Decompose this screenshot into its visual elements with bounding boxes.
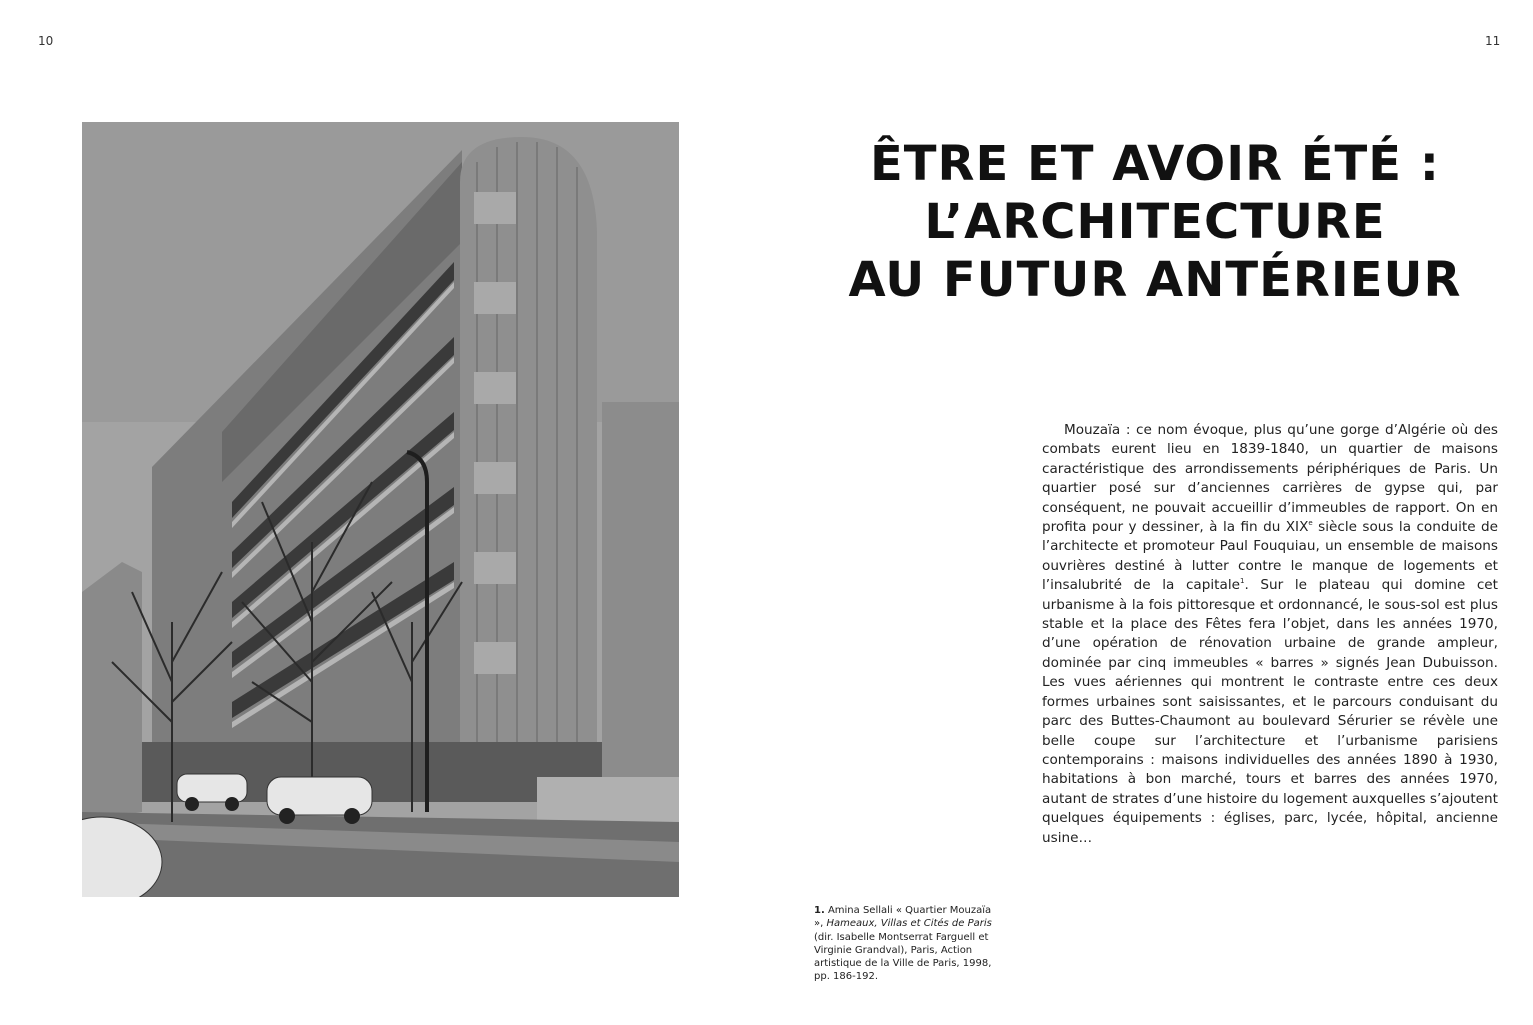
body-text-part-2: siècle sous la conduite de l’architecte et promoteur Paul Fouquiau, un ensemble de maisons ouvrières destiné à lutter contre le manque de logements et l’insalubrité de la capitale [1042,519,1498,594]
footnote-reference[interactable]: 1 [1239,577,1245,586]
page-number-left: 10 [38,34,54,48]
body-text-part-3: . Sur le plateau qui domine cet urbanisme à la fois pittoresque et ordonnancé, le sous-sol est plus stable et la place des Fêtes fera l’objet, dans les années 1970, d’une opération de rénovation urbaine de grande ampleur, dominée par cinq immeubles « barres » signés Jean Dubuisson. Les vues aériennes qui montrent le contraste entre ces deux formes urbaines sont saisissantes, et le parcours conduisant du parc des Buttes-Chaumont au boulevard Sérurier se révèle une belle coupe sur l’architecture et l’urbanisme parisiens contemporains : maisons individuelles des années 1890 à 1930, habitations à bon marché, tours et barres des années 1970, autant de strates d’une histoire du logement auxquelles s’ajoutent quelques équipements : églises, parc, lycée, hôpital, ancienne usine… [1042,577,1498,846]
body-paragraph [1042,421,1498,848]
page-title [840,135,1470,309]
page-number-right: 11 [1485,34,1501,48]
building-photo [82,122,679,897]
body-text-part-1: Mouzaïa : ce nom évoque, plus qu’une gorge d’Algérie où des combats eurent lieu en 1839-1840, un quartier de maisons caractéristique des arrondissements périphériques de Paris. Un quartier posé sur d’anciennes carrières de gypse qui, par conséquent, ne pouvait accueillir d’immeubles de rapport. On en profita pour y dessiner, à la fin du XIX [1042,422,1498,536]
footnote-number: 1. [814,905,825,916]
title-line-1: ÊTRE ET AVOIR ÉTÉ : [870,136,1440,192]
title-line-2: L’ARCHITECTURE [924,194,1386,250]
footnote-book-title: Hameaux, Villas et Cités de Paris [826,918,992,930]
title-line-3: AU FUTUR ANTÉRIEUR [848,252,1462,308]
footnote-text-1: Amina Sellali « Quartier Mouzaïa », [814,905,992,930]
footnote-text-2: (dir. Isabelle Montserrat Farguell et Virginie Grandval), Paris, Action artistique de la Ville de Paris, 1998, pp. 186-192. [814,931,992,983]
footnote [814,904,994,984]
century-superscript: e [1308,519,1313,528]
